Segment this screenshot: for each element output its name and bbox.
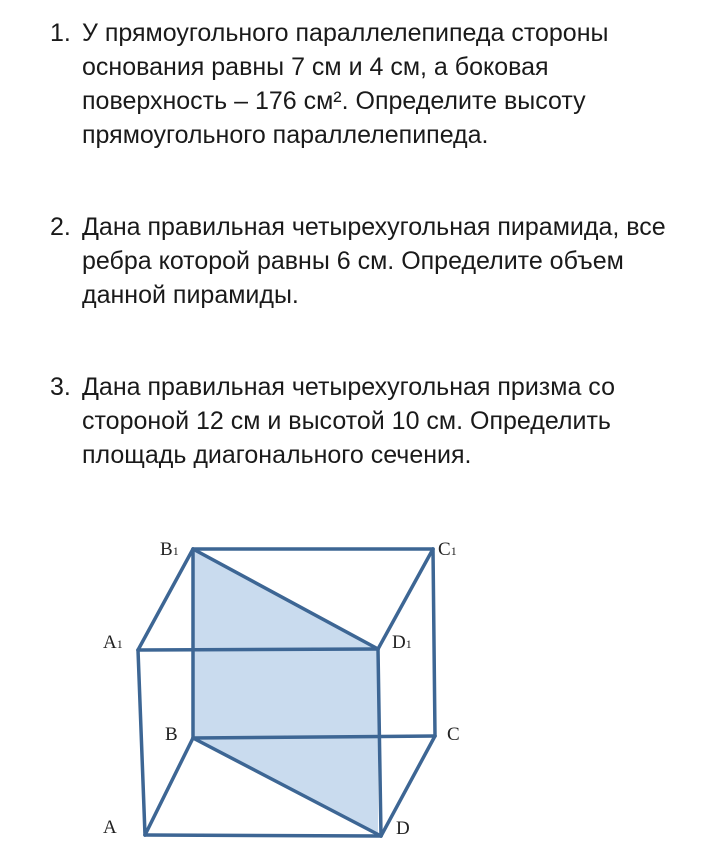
problem-text-line: Дана правильная четырехугольная пирамида, все — [82, 213, 666, 241]
problem-number: 3. — [50, 373, 71, 401]
problem-text-line: ребра которой равны 6 см. Определите объем — [82, 247, 624, 275]
problem-2 — [50, 210, 720, 312]
edge-a-a1 — [138, 650, 145, 835]
problem-3 — [50, 370, 720, 472]
problem-text-line: прямоугольного параллелепипеда. — [82, 121, 489, 149]
vertex-label-c1: C1 — [438, 539, 457, 560]
vertex-label-d: D — [396, 818, 410, 839]
vertex-label-a: A — [103, 817, 117, 838]
vertex-label-c: C — [447, 724, 460, 745]
problem-text-line: основания равны 7 см и 4 см, а боковая — [82, 53, 549, 81]
problem-text-line: стороной 12 см и высотой 10 см. Определить — [82, 407, 611, 435]
problem-text-line: площадь диагонального сечения. — [82, 441, 472, 469]
problem-1 — [50, 16, 720, 152]
edge-b-c — [193, 736, 435, 738]
problem-text-line: Дана правильная четырехугольная призма со — [82, 373, 615, 401]
edge-a-b — [145, 738, 193, 835]
edge-d-a — [145, 835, 381, 836]
vertex-label-b: B — [165, 724, 178, 745]
prism-figure — [0, 500, 720, 862]
problem-text-line: поверхность – 176 см². Определите высоту — [82, 87, 586, 115]
vertex-label-d1: D1 — [392, 632, 412, 653]
vertex-label-b1: B1 — [160, 539, 179, 560]
diagonal-section — [193, 549, 378, 836]
vertex-label-a1: A1 — [103, 632, 123, 653]
problem-number: 2. — [50, 213, 71, 241]
edge-d1-a1 — [138, 649, 378, 650]
prism-diagram — [0, 500, 720, 862]
problem-text-line: данной пирамиды. — [82, 281, 299, 309]
problem-text-line: У прямоугольного параллелепипеда стороны — [82, 19, 609, 47]
edge-a1-b1 — [138, 549, 193, 650]
problem-number: 1. — [50, 19, 71, 47]
edge-d-d1 — [378, 649, 381, 836]
edge-c-c1 — [433, 549, 435, 736]
